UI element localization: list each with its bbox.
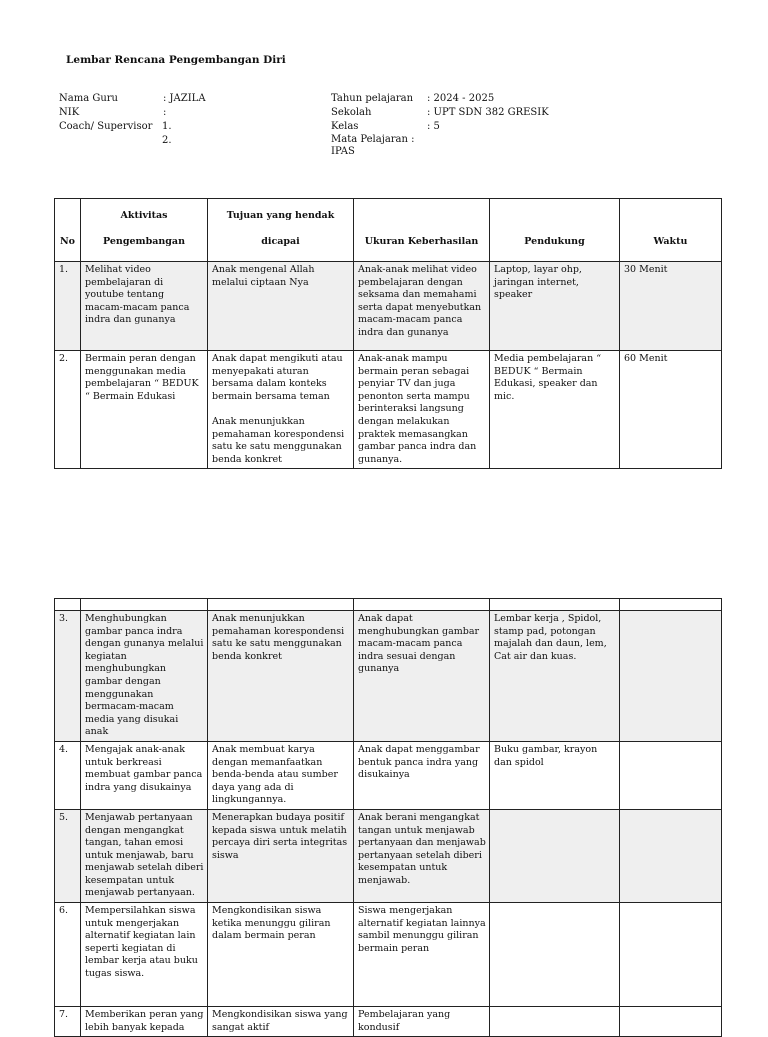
header-aktivitas xyxy=(81,199,208,262)
cell-tujuan xyxy=(208,903,354,1007)
table-row xyxy=(55,809,722,902)
header-pendukung-label: Pendukung xyxy=(524,236,585,247)
table-row xyxy=(55,262,722,351)
header-tujuan-top: Tujuan yang hendak xyxy=(226,210,335,221)
blank-cell xyxy=(55,599,81,611)
tujuan-text: Mengkondisikan siswa yang sangat aktif xyxy=(212,1009,348,1033)
blank-cell xyxy=(354,599,490,611)
cell-no: 5. xyxy=(55,809,81,902)
tujuan-text: Anak menunjukkan pemahaman korespondensi satu ke satu menggunakan benda konkret xyxy=(212,415,345,465)
cell-aktivitas: Melihat video pembelajaran di youtube tentang macam-macam panca indra dan gunanya xyxy=(81,262,208,351)
cell-waktu xyxy=(620,1007,722,1037)
info-row-nama-guru xyxy=(59,92,206,106)
cell-waktu: 30 Menit xyxy=(620,262,722,351)
tujuan-text: Mengkondisikan siswa ketika menunggu giliran dalam bermain peran xyxy=(212,905,331,942)
cell-ukuran: Anak dapat menghubungkan gambar macam-macam panca indra sesuai dengan gunanya xyxy=(354,611,490,742)
cell-aktivitas: Menghubungkan gambar panca indra dengan gunanya melalui kegiatan menghubungkan gambar dengan menggunakan bermacam-macam media yang disukai anak xyxy=(81,611,208,742)
cell-pendukung: Buku gambar, krayon dan spidol xyxy=(490,741,620,809)
cell-tujuan xyxy=(208,1007,354,1037)
tujuan-text: Anak dapat mengikuti atau menyepakati aturan bersama dalam konteks bermain bersama teman xyxy=(212,353,343,402)
cell-aktivitas: Mengajak anak-anak untuk berkreasi membuat gambar panca indra yang disukainya xyxy=(81,741,208,809)
info-label: NIK xyxy=(59,107,80,118)
info-label: Kelas xyxy=(331,121,359,132)
cell-pendukung: Media pembelajaran “ BEDUK “ Bermain Edukasi, speaker dan mic. xyxy=(490,351,620,469)
info-value: : JAZILA xyxy=(163,93,206,104)
cell-waktu xyxy=(620,741,722,809)
info-label xyxy=(59,134,163,148)
cell-aktivitas: Menjawab pertanyaan dengan mengangkat tangan, tahan emosi untuk menjawab, baru menjawab setelah diberi kesempatan untuk menjawab pertanyaan. xyxy=(81,809,208,902)
header-no xyxy=(55,199,81,262)
cell-ukuran: Anak berani mengangkat tangan untuk menjawab pertanyaan dan menjawab pertanyaan setelah diberi kesempatan untuk menjawab. xyxy=(354,809,490,902)
table-header-row xyxy=(55,199,722,262)
development-plan-table-continued xyxy=(54,598,722,1037)
blank-cell xyxy=(490,599,620,611)
info-value: : xyxy=(163,107,167,118)
info-row-nik xyxy=(59,106,206,120)
header-aktivitas-bottom: Pengembangan xyxy=(103,236,185,247)
info-value: 2. xyxy=(162,135,172,146)
cell-waktu: 60 Menit xyxy=(620,351,722,469)
cell-tujuan xyxy=(208,351,354,469)
info-value: : 5 xyxy=(427,121,440,132)
cell-waktu xyxy=(620,903,722,1007)
development-plan-table xyxy=(54,198,722,469)
header-waktu-label: Waktu xyxy=(653,236,688,247)
document-title: Lembar Rencana Pengembangan Diri xyxy=(66,54,286,66)
cell-ukuran: Anak-anak melihat video pembelajaran dengan seksama dan memahami serta dapat menyebutkan macam-macam panca indra dan gunanya xyxy=(354,262,490,351)
cell-pendukung: Laptop, layar ohp, jaringan internet, speaker xyxy=(490,262,620,351)
header-tujuan xyxy=(208,199,354,262)
info-row-coach-2 xyxy=(59,134,206,148)
cell-ukuran: Anak-anak mampu bermain peran sebagai penyiar TV dan juga penonton serta mampu berinteraksi langsung dengan melakukan praktek memasangkan gambar panca indra dan gunanya. xyxy=(354,351,490,469)
info-label: Nama Guru xyxy=(59,93,118,104)
cell-no: 4. xyxy=(55,741,81,809)
tujuan-text: Menerapkan budaya positif kepada siswa untuk melatih percaya diri serta integritas siswa xyxy=(212,811,348,861)
cell-no: 1. xyxy=(55,262,81,351)
info-row-sekolah xyxy=(331,106,549,120)
cell-tujuan xyxy=(208,611,354,742)
info-row-coach xyxy=(59,120,206,134)
cell-ukuran: Pembelajaran yang kondusif xyxy=(354,1007,490,1037)
cell-tujuan xyxy=(208,262,354,351)
info-label: Tahun pelajaran xyxy=(331,93,414,104)
table-row xyxy=(55,741,722,809)
cell-no: 3. xyxy=(55,611,81,742)
header-tujuan-bottom: dicapai xyxy=(261,236,300,247)
info-label: Sekolah xyxy=(331,107,372,118)
cell-ukuran: Siswa mengerjakan alternatif kegiatan lainnya sambil menunggu giliran bermain peran xyxy=(354,903,490,1007)
teacher-info xyxy=(59,92,206,148)
cell-tujuan xyxy=(208,809,354,902)
mapel-value: IPAS xyxy=(331,146,355,157)
cell-pendukung xyxy=(490,903,620,1007)
table-row xyxy=(55,611,722,742)
cell-waktu xyxy=(620,611,722,742)
cell-ukuran: Anak dapat menggambar bentuk panca indra yang disukainya xyxy=(354,741,490,809)
header-no-label: No xyxy=(59,236,76,247)
header-waktu xyxy=(620,199,722,262)
cell-aktivitas: Bermain peran dengan menggunakan media pembelajaran “ BEDUK “ Bermain Edukasi xyxy=(81,351,208,469)
table-header-row-repeat xyxy=(55,599,722,611)
cell-tujuan xyxy=(208,741,354,809)
info-label: Coach/ Supervisor xyxy=(59,121,153,132)
info-row-kelas xyxy=(331,120,549,134)
cell-waktu xyxy=(620,809,722,902)
cell-pendukung xyxy=(490,1007,620,1037)
info-value: : UPT SDN 382 GRESIK xyxy=(427,107,549,118)
table-row xyxy=(55,351,722,469)
mapel-info xyxy=(331,134,441,158)
blank-cell xyxy=(208,599,354,611)
cell-aktivitas: Mempersilahkan siswa untuk mengerjakan alternatif kegiatan lain seperti kegiatan di lembar kerja atau buku tugas siswa. xyxy=(81,903,208,1007)
header-aktivitas-top: Aktivitas xyxy=(120,210,168,221)
cell-pendukung xyxy=(490,809,620,902)
header-ukuran xyxy=(354,199,490,262)
blank-cell xyxy=(81,599,208,611)
header-pendukung xyxy=(490,199,620,262)
tujuan-text: Anak membuat karya dengan memanfaatkan benda-benda atau sumber daya yang ada di lingkungannya. xyxy=(212,743,338,806)
tujuan-text: Anak mengenal Allah melalui ciptaan Nya xyxy=(212,264,315,288)
cell-no: 2. xyxy=(55,351,81,469)
blank-cell xyxy=(620,599,722,611)
mapel-label: Mata Pelajaran : xyxy=(331,134,415,145)
cell-no: 6. xyxy=(55,903,81,1007)
info-value: 1. xyxy=(162,121,172,132)
cell-pendukung: Lembar kerja , Spidol, stamp pad, potongan majalah dan daun, lem, Cat air dan kuas. xyxy=(490,611,620,742)
tujuan-text: Anak menunjukkan pemahaman korespondensi satu ke satu menggunakan benda konkret xyxy=(212,613,345,662)
school-info xyxy=(331,92,549,134)
table-row xyxy=(55,1007,722,1037)
header-ukuran-label: Ukuran Keberhasilan xyxy=(364,236,479,247)
cell-aktivitas: Memberikan peran yang lebih banyak kepada xyxy=(81,1007,208,1037)
info-value: : 2024 - 2025 xyxy=(427,93,495,104)
table-row xyxy=(55,903,722,1007)
cell-no: 7. xyxy=(55,1007,81,1037)
info-row-tahun xyxy=(331,92,549,106)
